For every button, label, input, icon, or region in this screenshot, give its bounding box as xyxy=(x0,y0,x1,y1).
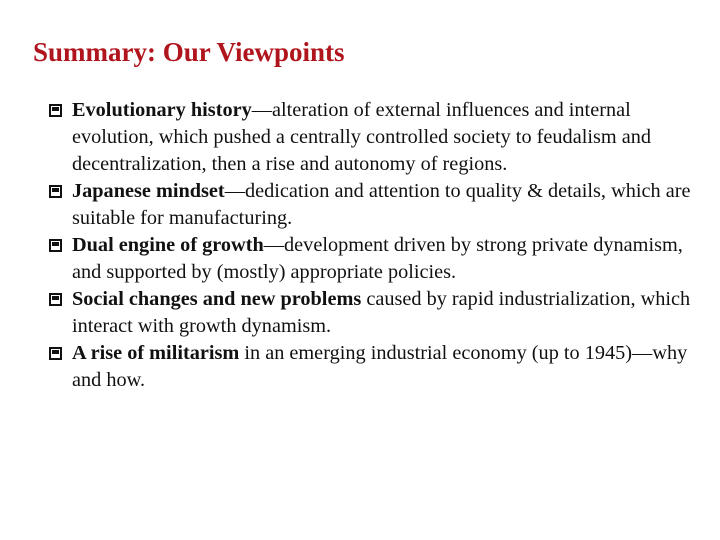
bullet-lead: Japanese mindset xyxy=(72,180,225,202)
bullet-item-rise-of-militarism xyxy=(48,340,698,394)
bullet-item-social-changes xyxy=(48,286,698,340)
bullet-text: in an emerging industrial economy (up to 1945)—why and how. xyxy=(72,342,688,391)
square-bullet-icon xyxy=(49,293,62,306)
square-bullet-icon xyxy=(49,239,62,252)
bullet-text: —development driven by strong private dynamism, and supported by (mostly) appropriate policies. xyxy=(72,234,683,283)
square-bullet-icon xyxy=(49,347,62,360)
bullet-text: —alteration of external influences and internal evolution, which pushed a centrally controlled society to feudalism and decentralization, then a rise and autonomy of regions. xyxy=(72,99,651,175)
bullet-lead: A rise of militarism xyxy=(72,342,240,364)
bullet-lead: Dual engine of growth xyxy=(72,234,264,256)
square-bullet-icon xyxy=(49,185,62,198)
bullet-lead: Evolutionary history xyxy=(72,99,252,121)
bullet-text: caused by rapid industrialization, which interact with growth dynamism. xyxy=(72,288,691,337)
bullet-list xyxy=(48,97,698,394)
bullet-text: —dedication and attention to quality & details, which are suitable for manufacturing. xyxy=(72,180,691,229)
bullet-item-evolutionary-history xyxy=(48,97,698,178)
square-bullet-icon xyxy=(49,104,62,117)
slide-title: Summary: Our Viewpoints xyxy=(33,37,345,67)
bullet-item-japanese-mindset xyxy=(48,178,698,232)
bullet-lead: Social changes and new problems xyxy=(72,288,362,310)
bullet-item-dual-engine-of-growth xyxy=(48,232,698,286)
